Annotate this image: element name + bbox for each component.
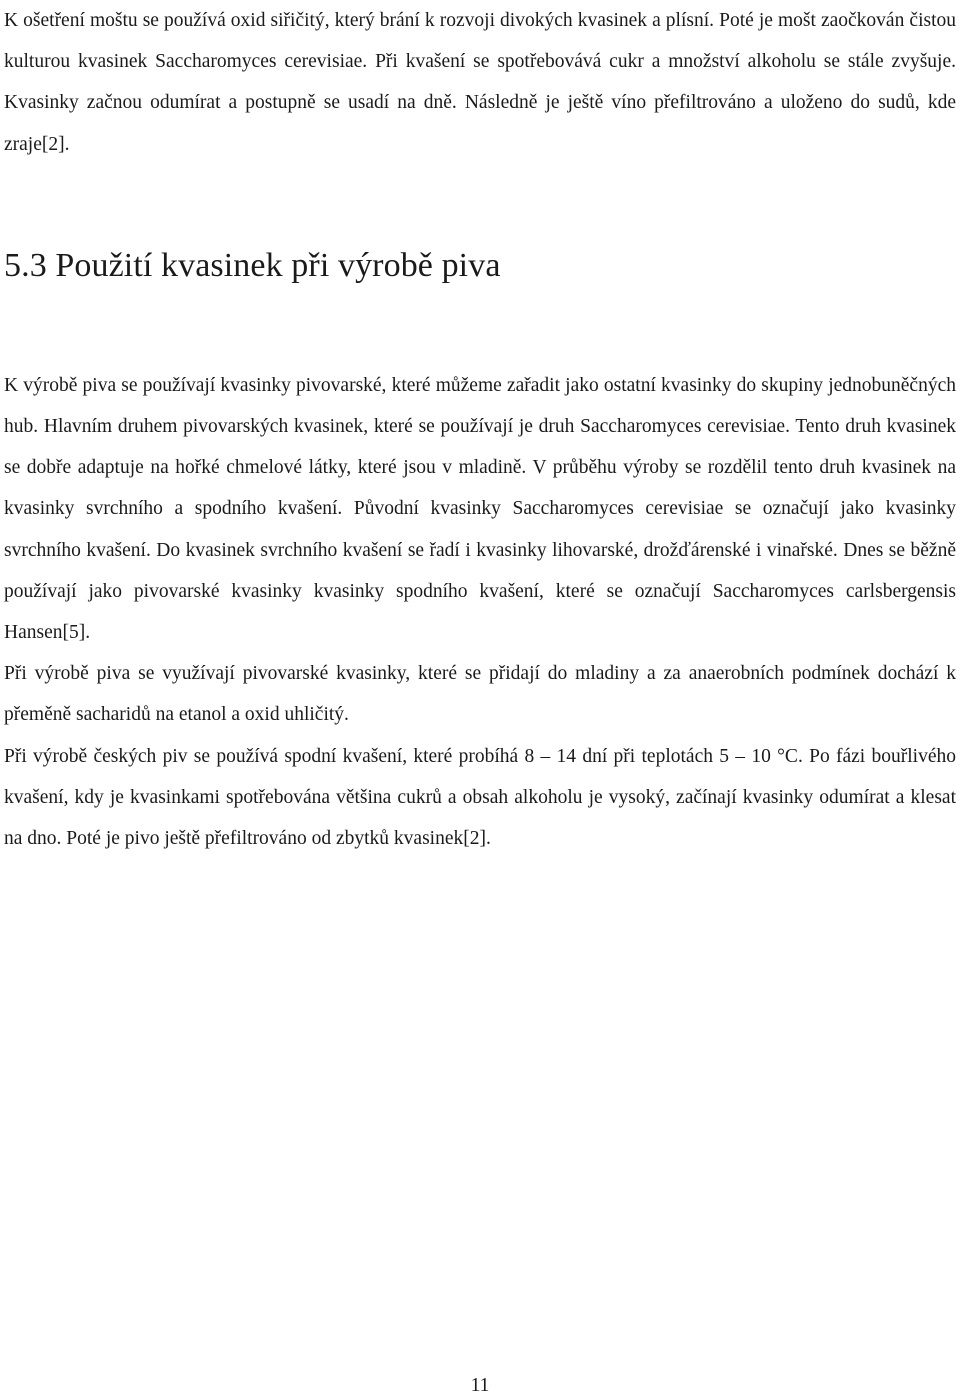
document-page — [4, 0, 956, 1398]
section-heading: 5.3 Použití kvasinek při výrobě piva — [4, 246, 501, 284]
body-paragraph: Při výrobě piva se využívají pivovarské kvasinky, které se přidají do mladiny a za anaerobních podmínek dochází k přeměně sacharidů na etanol a oxid uhličitý. — [4, 663, 956, 726]
page-number: 11 — [470, 1375, 490, 1396]
intro-paragraph: K ošetření moštu se používá oxid siřičitý, který brání k rozvoji divokých kvasinek a plísní. Poté je mošt zaočkován čistou kulturou kvasinek Saccharomyces cerevisiae. Při kvašení se spotřebovává cukr a množství alkoholu se stále zvyšuje. Kvasinky začnou odumírat a postupně se usadí na dně. Následně je ještě víno přefiltrováno a uloženo do sudů, kde zraje[2]. — [4, 10, 956, 155]
body-paragraph: K výrobě piva se používají kvasinky pivovarské, které můžeme zařadit jako ostatní kvasinky do skupiny jednobuněčných hub. Hlavním druhem pivovarských kvasinek, které se používají je druh Saccharomyces cerevisiae. Tento druh kvasinek se dobře adaptuje na hořké chmelové látky, které jsou v mladině. V průběhu výroby se rozdělil tento druh kvasinek na kvasinky svrchního a spodního kvašení. Původní kvasinky Saccharomyces cerevisiae se označují jako kvasinky svrchního kvašení. Do kvasinek svrchního kvašení se řadí i kvasinky lihovarské, drožďárenské i vinařské. Dnes se běžně používají jako pivovarské kvasinky kvasinky spodního kvašení, které se označují Saccharomyces carlsbergensis Hansen[5]. — [4, 374, 956, 644]
body-paragraph: Při výrobě českých piv se používá spodní kvašení, které probíhá 8 – 14 dní při teplotách 5 – 10 °C. Po fázi bouřlivého kvašení, kdy je kvasinkami spotřebována většina cukrů a obsah alkoholu je vysoký, začínají kvasinky odumírat a klesat na dno. Poté je pivo ještě přefiltrováno od zbytků kvasinek[2]. — [4, 745, 956, 850]
